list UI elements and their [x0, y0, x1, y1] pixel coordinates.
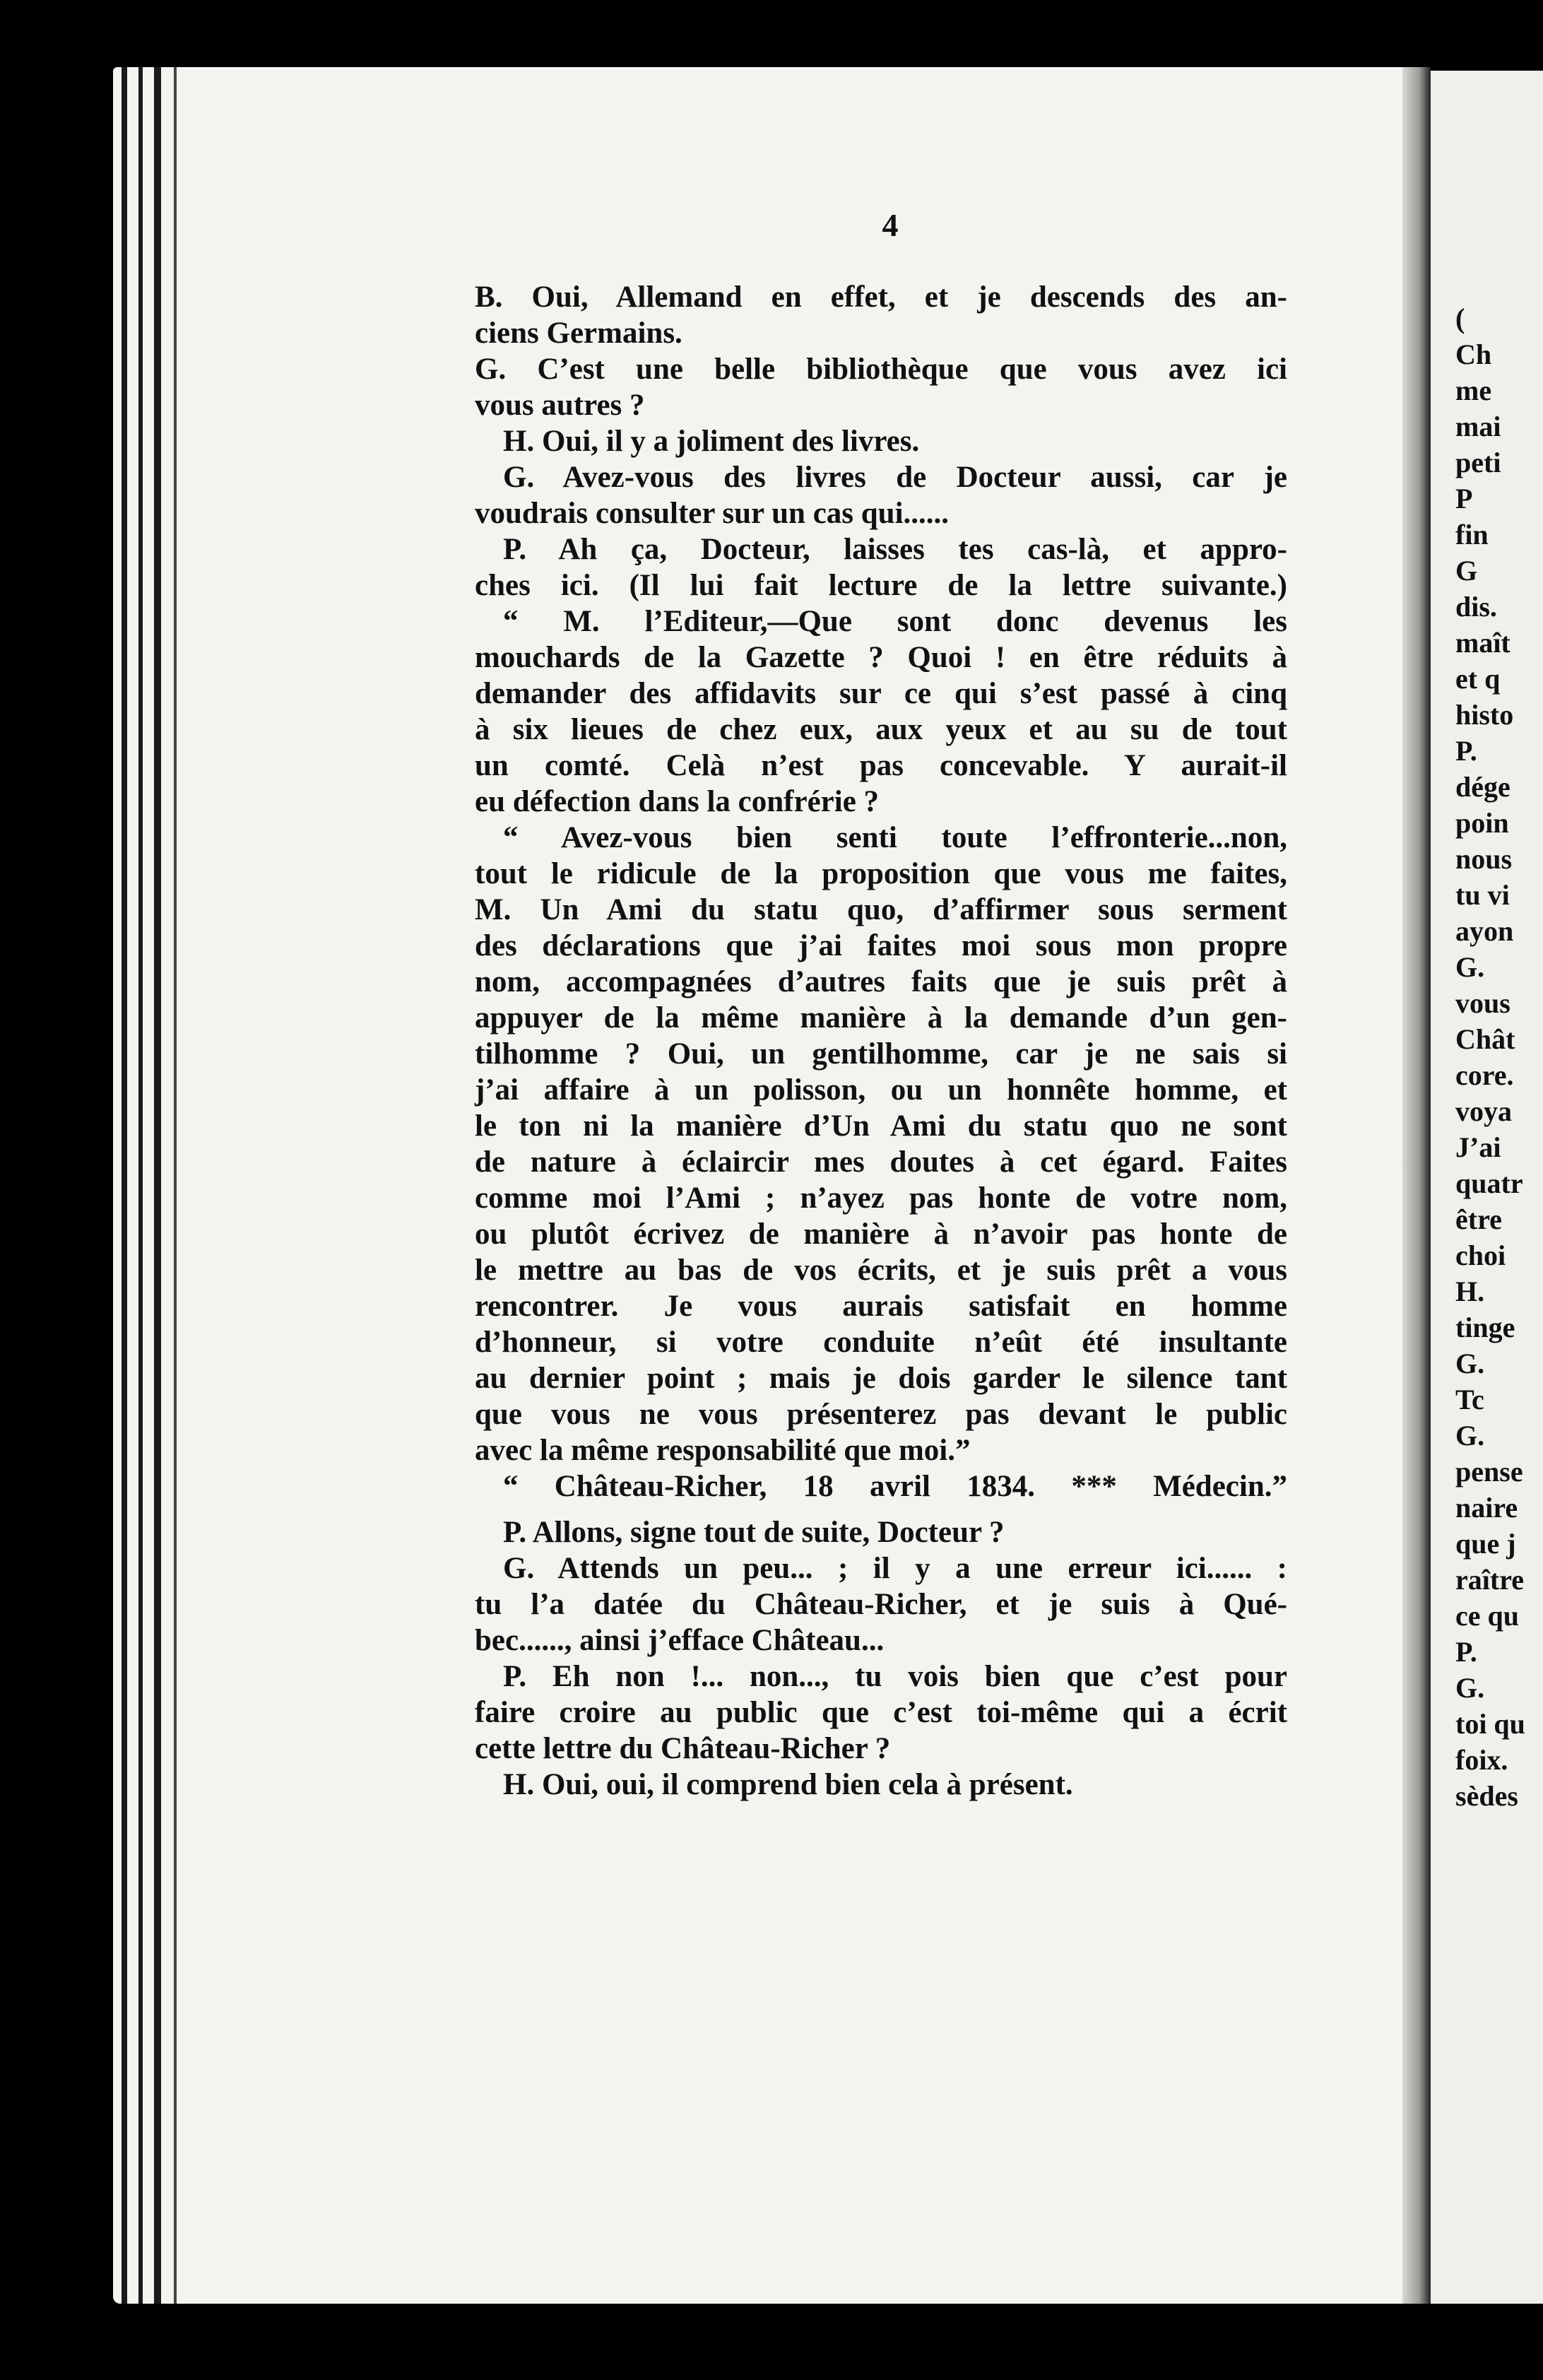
text-line: de nature à éclaircir mes doutes à cet égard. Faites — [475, 1145, 1287, 1179]
text-line: H. Oui, il y a joliment des livres. — [503, 425, 920, 458]
fragment-line: poin — [1455, 807, 1509, 839]
fragment-line: foix. — [1455, 1744, 1508, 1776]
fragment-line: ayon — [1455, 915, 1514, 947]
text-line: ou plutôt écrivez de manière à n’avoir pas honte de — [475, 1218, 1287, 1251]
fragment-line: G. — [1455, 1672, 1485, 1704]
fragment-line: G. — [1455, 1348, 1485, 1379]
text-line: d’honneur, si votre conduite n’eût été insultante — [475, 1326, 1287, 1359]
binding-stitch — [122, 67, 127, 2304]
text-line: un comté. Celà n’est pas concevable. Y aurait-il — [475, 749, 1287, 782]
fragment-line: peti — [1455, 447, 1501, 478]
text-line: “ Avez-vous bien senti toute l’effronterie...non, — [503, 821, 1287, 854]
fragment-line: maît — [1455, 627, 1511, 659]
text-line: j’ai affaire à un polisson, ou un honnête homme, et — [475, 1073, 1287, 1107]
text-line: P. Ah ça, Docteur, laisses tes cas-là, et appro- — [503, 533, 1287, 566]
body-text — [475, 279, 1287, 1803]
fragment-line: être — [1455, 1203, 1502, 1235]
fragment-line: fin — [1455, 519, 1489, 550]
text-line: tout le ridicule de la proposition que vous me faites, — [475, 857, 1287, 890]
fragment-line: ce qu — [1455, 1600, 1519, 1632]
text-line: voudrais consulter sur un cas qui...... — [475, 497, 950, 530]
fragment-line: vous — [1455, 987, 1511, 1019]
text-line: faire croire au public que c’est toi-même qui a écrit — [475, 1696, 1287, 1729]
fragment-line: ( — [1455, 302, 1465, 334]
text-line: G. C’est une belle bibliothèque que vous avez ici — [475, 353, 1287, 386]
fragment-line: sèdes — [1455, 1780, 1518, 1812]
text-line: rencontrer. Je vous aurais satisfait en homme — [475, 1290, 1287, 1323]
page-number: 4 — [882, 207, 899, 243]
text-line: le ton ni la manière d’Un Ami du statu quo ne sont — [475, 1109, 1287, 1143]
text-line: le mettre au bas de vos écrits, et je suis prêt a vous — [475, 1254, 1287, 1287]
text-line: nom, accompagnées d’autres faits que je suis prêt à — [475, 965, 1287, 998]
text-line: B. Oui, Allemand en effet, et je descends des an- — [475, 281, 1287, 314]
fragment-line: tu vi — [1455, 879, 1510, 911]
fragment-line: me — [1455, 375, 1492, 406]
fragment-line: que j — [1455, 1528, 1516, 1560]
text-line: H. Oui, oui, il comprend bien cela à présent. — [503, 1768, 1073, 1801]
text-line: P. Eh non !... non..., tu vois bien que c’est pour — [503, 1660, 1287, 1693]
fragment-line: J’ai — [1455, 1131, 1501, 1163]
text-line: cette lettre du Château-Richer ? — [475, 1732, 891, 1765]
fragment-line: dége — [1455, 771, 1511, 803]
text-line: “ Château-Richer, 18 avril 1834. *** Médecin.” — [503, 1470, 1287, 1503]
text-line: tu l’a datée du Château-Richer, et je suis à Qué- — [475, 1588, 1287, 1621]
fragment-line: toi qu — [1455, 1708, 1525, 1740]
text-line: eu défection dans la confrérie ? — [475, 785, 880, 818]
text-line: P. Allons, signe tout de suite, Docteur ? — [503, 1516, 1005, 1549]
fragment-line: nous — [1455, 843, 1513, 875]
text-line: des déclarations que j’ai faites moi sous mon propre — [475, 929, 1287, 962]
fragment-line: H. — [1455, 1276, 1485, 1307]
text-line: à six lieues de chez eux, aux yeux et au su de tout — [475, 713, 1287, 746]
text-line: “ M. l’Editeur,—Que sont donc devenus les — [503, 605, 1287, 638]
fragment-line: raître — [1455, 1564, 1524, 1596]
text-line: M. Un Ami du statu quo, d’affirmer sous serment — [475, 893, 1287, 926]
fragment-line: G. — [1455, 1420, 1485, 1451]
text-line: que vous ne vous présenterez pas devant le public — [475, 1398, 1287, 1431]
fragment-line: P. — [1455, 735, 1477, 767]
text-line: appuyer de la même manière à la demande d’un gen- — [475, 1001, 1287, 1035]
fragment-line: voya — [1455, 1095, 1512, 1127]
fragment-line: histo — [1455, 699, 1514, 731]
fragment-line: P — [1455, 483, 1473, 514]
fragment-line: G — [1455, 555, 1478, 587]
binding-stitch — [174, 67, 177, 2304]
text-line: au dernier point ; mais je dois garder le silence tant — [475, 1362, 1287, 1395]
text-line: mouchards de la Gazette ? Quoi ! en être réduits à — [475, 641, 1287, 674]
fragment-line: et q — [1455, 663, 1501, 695]
facing-page-fragments — [1455, 300, 1543, 1814]
fragment-line: Tc — [1455, 1384, 1484, 1415]
text-line: comme moi l’Ami ; n’ayez pas honte de votre nom, — [475, 1182, 1287, 1215]
fragment-line: P. — [1455, 1636, 1477, 1668]
text-line: G. Attends un peu... ; il y a une erreur ici...... : — [503, 1552, 1287, 1585]
fragment-line: naire — [1455, 1492, 1518, 1524]
fragment-line: G. — [1455, 951, 1485, 983]
text-line: G. Avez-vous des livres de Docteur aussi, car je — [503, 461, 1287, 494]
book-gutter — [1402, 67, 1431, 2304]
fragment-line: mai — [1455, 411, 1501, 442]
fragment-line: choi — [1455, 1239, 1506, 1271]
fragment-line: Ch — [1455, 338, 1492, 370]
fragment-line: quatr — [1455, 1167, 1523, 1199]
fragment-line: Chât — [1455, 1023, 1515, 1055]
text-line: vous autres ? — [475, 389, 645, 422]
text-line: bec......, ainsi j’efface Château... — [475, 1624, 885, 1657]
text-line: avec la même responsabilité que moi.” — [475, 1434, 971, 1467]
fragment-line: dis. — [1455, 591, 1497, 623]
binding-stitch — [138, 67, 143, 2304]
text-line: tilhomme ? Oui, un gentilhomme, car je ne sais si — [475, 1037, 1287, 1071]
fragment-line: tinge — [1455, 1312, 1515, 1343]
text-line: ches ici. (Il lui fait lecture de la lettre suivante.) — [475, 569, 1287, 602]
fragment-line: core. — [1455, 1059, 1514, 1091]
fragment-line: pense — [1455, 1456, 1523, 1488]
binding-stitch — [154, 67, 161, 2304]
text-line: demander des affidavits sur ce qui s’est passé à cinq — [475, 677, 1287, 710]
text-line: ciens Germains. — [475, 317, 682, 350]
